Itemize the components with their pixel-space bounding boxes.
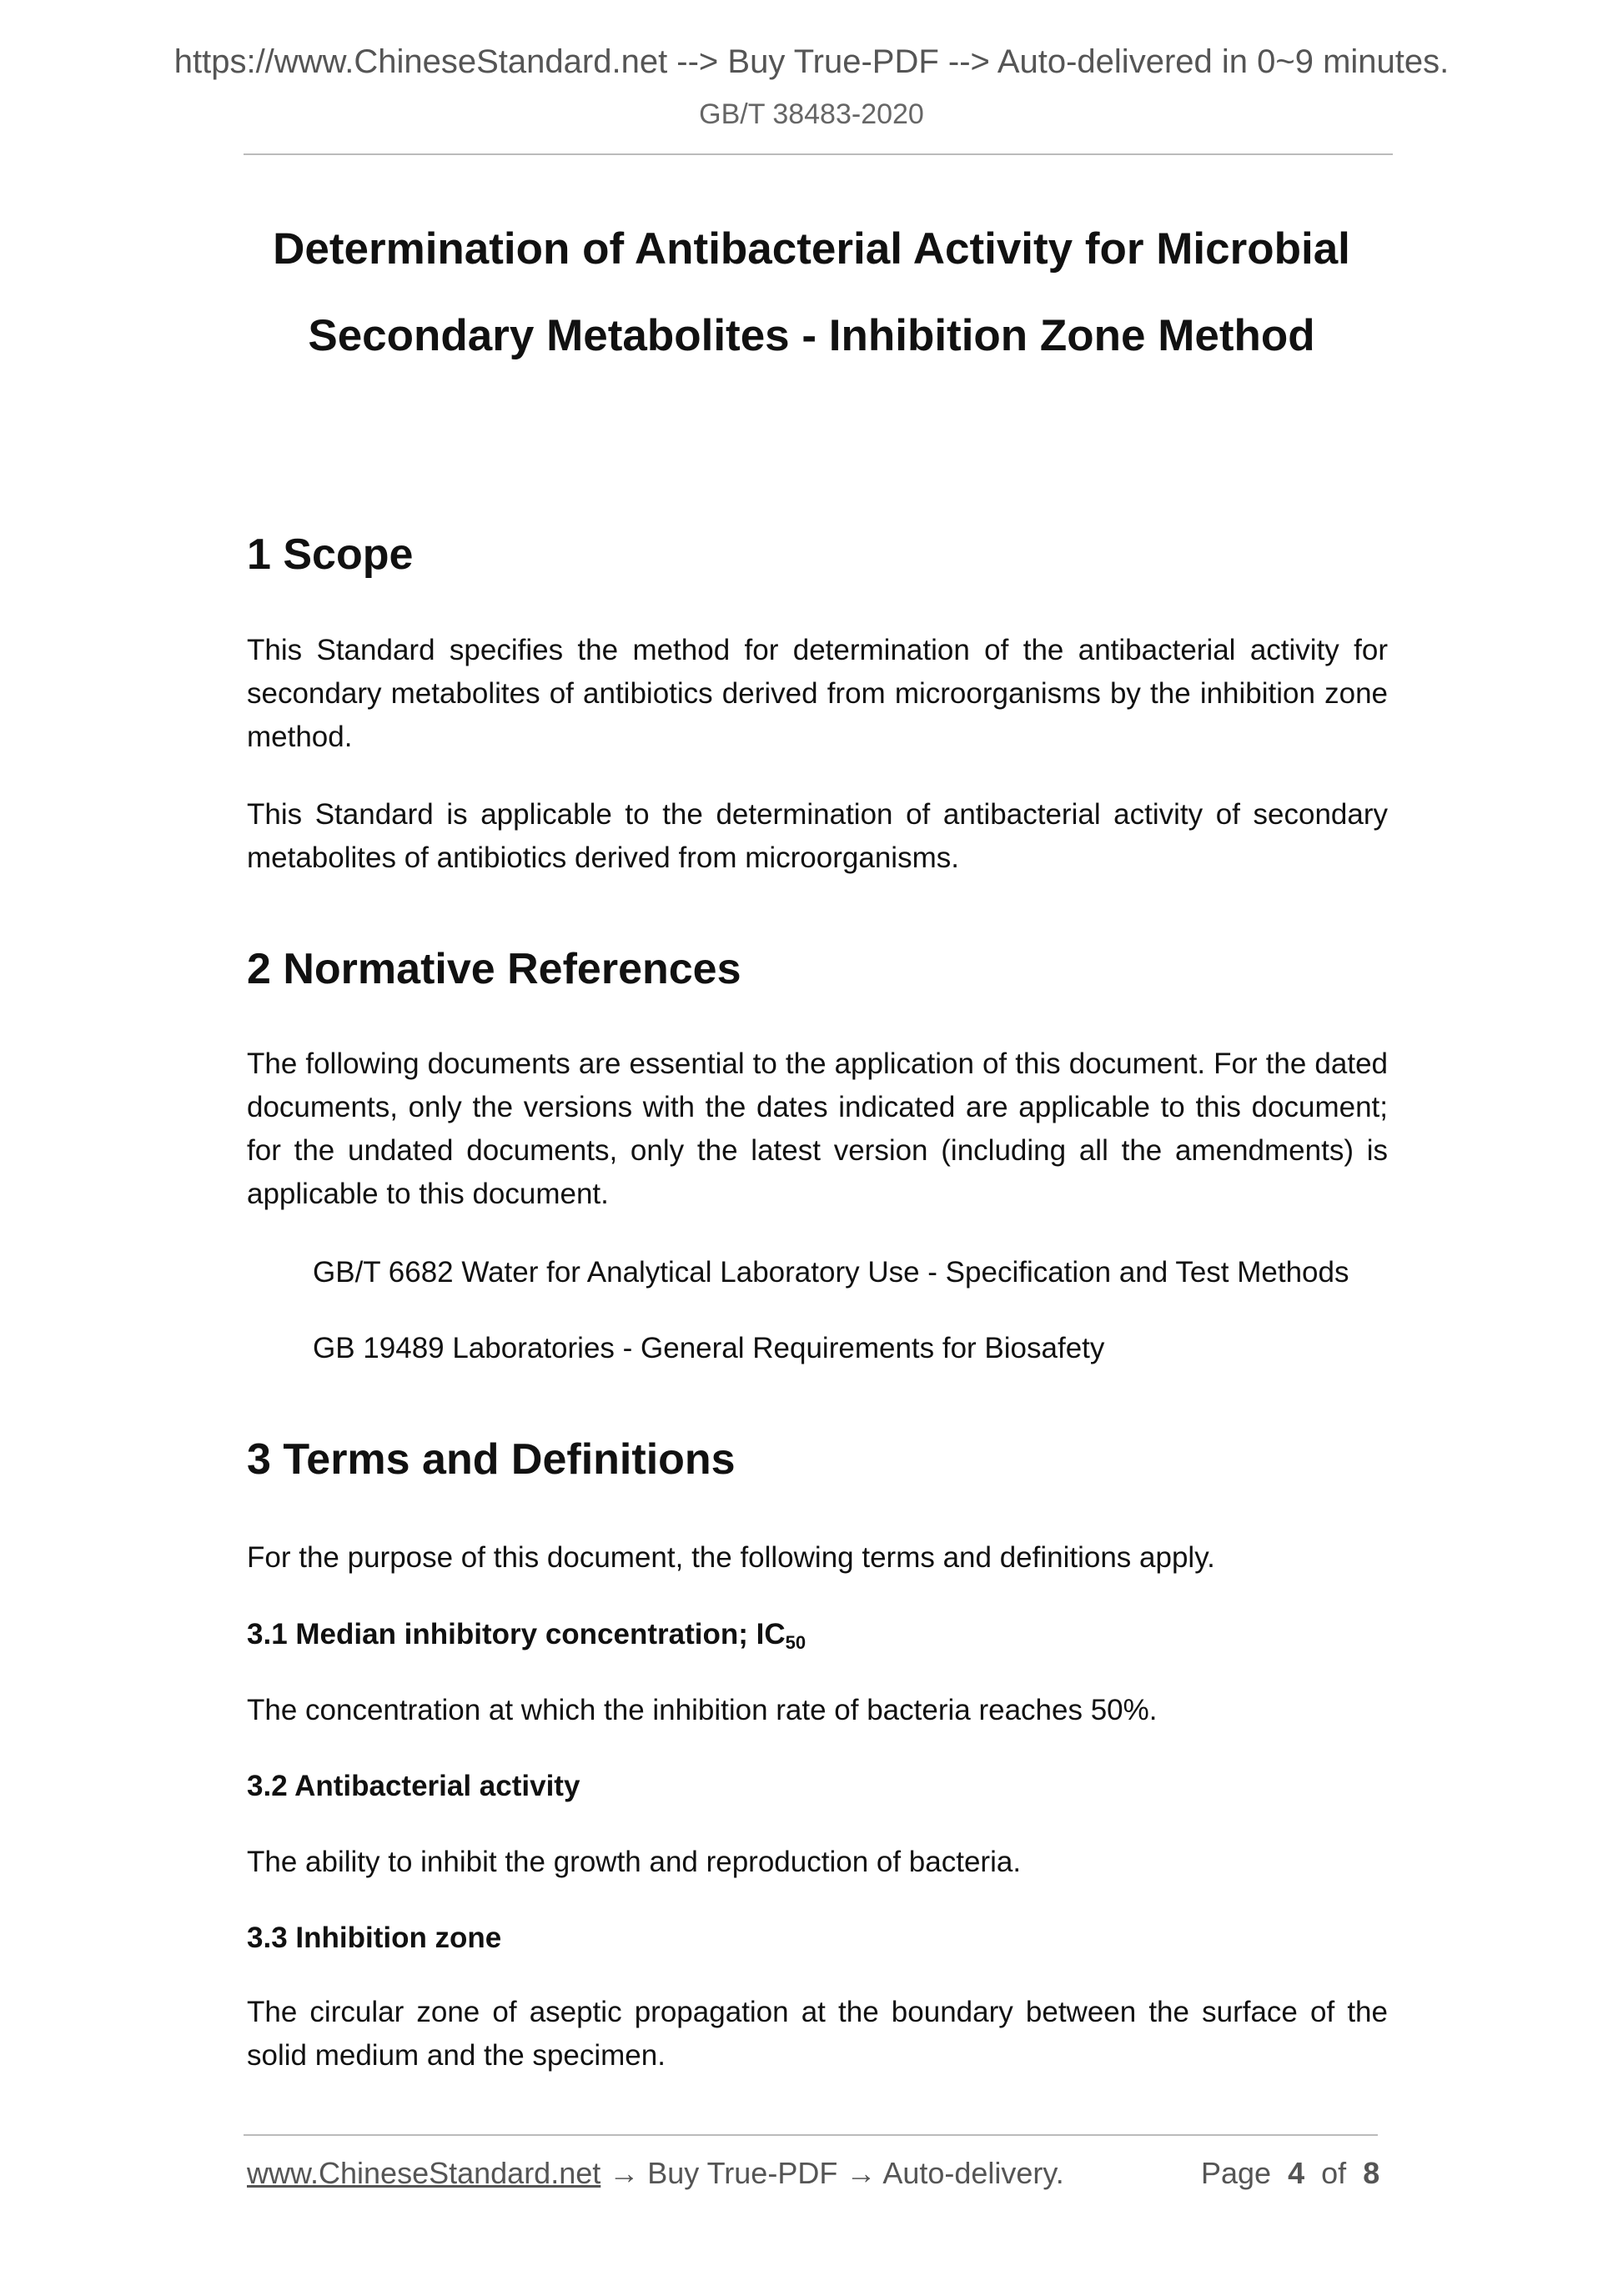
standard-number: GB/T 38483-2020: [699, 98, 924, 130]
page-total: 8: [1363, 2156, 1380, 2190]
section-heading-terms: 3 Terms and Definitions: [247, 1435, 736, 1484]
term-heading-3-2: 3.2 Antibacterial activity: [247, 1770, 580, 1802]
header-divider: [244, 153, 1393, 155]
footer-left: [247, 2156, 1064, 2191]
scope-paragraph-1: This Standard specifies the method for determination of the antibacterial activity for secondary metabolites of antibiotics derived from microorganisms by the inhibition zone method.: [247, 634, 1388, 753]
page-indicator: Page 4 of 8: [1201, 2156, 1380, 2190]
document-title-line2: Secondary Metabolites - Inhibition Zone Method: [308, 311, 1315, 360]
page-current: 4: [1288, 2156, 1305, 2190]
term-subscript: 50: [785, 1632, 806, 1653]
term-heading-3-3: 3.3 Inhibition zone: [247, 1922, 502, 1954]
document-title-line1: Determination of Antibacterial Activity for Microbial: [273, 224, 1350, 274]
term-definition-3-1: The concentration at which the inhibition rate of bacteria reaches 50%.: [247, 1694, 1158, 1726]
term-definition-3-3: The circular zone of aseptic propagation at the boundary between the surface of the solid medium and the specimen.: [247, 1996, 1388, 2072]
reference-item: GB/T 6682 Water for Analytical Laboratory Use - Specification and Test Methods: [313, 1256, 1349, 1289]
term-heading-3-1: 3.1 Median inhibitory concentration; $IC_{50}$: [247, 1618, 806, 1653]
scope-paragraph-2: This Standard is applicable to the determination of antibacterial activity of secondary metabolites of antibiotics derived from microorganisms.: [247, 798, 1388, 874]
normative-references-paragraph: The following documents are essential to the application of this document. For the dated documents, only the versions with the dates indicated are applicable to this document; for the undated documents, only the latest version (including all the amendments) is applicable to this document.: [247, 1048, 1388, 1210]
section-heading-normative-references: 2 Normative References: [247, 945, 741, 993]
footer-site-link[interactable]: www.ChineseStandard.net: [247, 2156, 601, 2190]
terms-intro: For the purpose of this document, the following terms and definitions apply.: [247, 1541, 1215, 1574]
footer-tail: → Buy True-PDF → Auto-delivery.: [600, 2156, 1064, 2190]
reference-item: GB 19489 Laboratories - General Requirements for Biosafety: [313, 1332, 1105, 1364]
term-definition-3-2: The ability to inhibit the growth and reproduction of bacteria.: [247, 1846, 1022, 1878]
section-heading-scope: 1 Scope: [247, 530, 414, 579]
footer-divider: [244, 2134, 1378, 2136]
top-banner: https://www.ChineseStandard.net --> Buy True-PDF --> Auto-delivered in 0~9 minutes.: [173, 43, 1450, 80]
